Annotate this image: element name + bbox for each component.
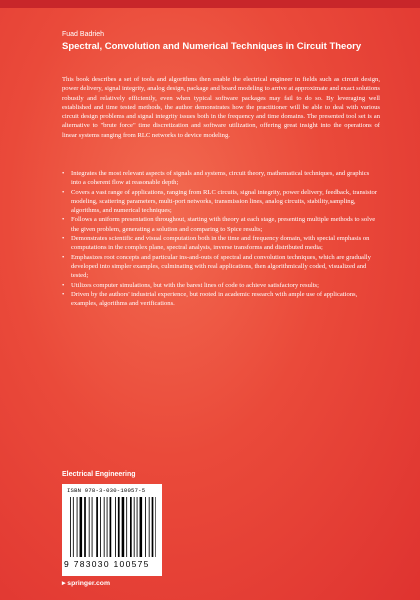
feature-text: Utilizes computer simulations, but with the barest lines of code to achieve satisfactory results; <box>71 281 319 289</box>
feature-text: Demonstrates scientific and visual computation both in the time and frequency domain, with special emphasis on computations in the complex plane, spectral analysis, inverse transforms and distributed media; <box>71 235 370 252</box>
bullet-icon: • <box>62 188 65 196</box>
bullet-icon: • <box>62 281 65 289</box>
feature-item <box>62 215 380 234</box>
bullet-icon: • <box>62 170 65 177</box>
bullet-icon: • <box>62 216 65 224</box>
barcode-stripe <box>70 497 71 557</box>
barcode-stripe <box>137 497 138 557</box>
subject-category: Electrical Engineering <box>62 471 136 478</box>
barcode-stripe <box>118 497 120 557</box>
barcode-stripe <box>89 497 90 557</box>
barcode-stripe <box>80 497 83 557</box>
feature-item <box>62 169 380 188</box>
barcode-stripe <box>115 497 116 557</box>
isbn-label: ISBN 978-3-030-10057-5 <box>67 487 146 494</box>
barcode-stripe <box>92 497 93 557</box>
book-title: Spectral, Convolution and Numerical Techniques in Circuit Theory <box>62 41 362 52</box>
barcode-stripe <box>73 497 74 557</box>
barcode-stripe <box>84 497 86 557</box>
feature-list <box>62 169 380 308</box>
top-color-band <box>0 0 420 8</box>
feature-text: Follows a uniform presentation throughout, starting with theory at each stage, presenting multiple methods to solve the given problem, generating a solution and comparing to Spice results; <box>71 216 376 233</box>
barcode-stripe <box>96 497 98 557</box>
isbn-barcode-box <box>62 484 162 576</box>
barcode-stripe <box>130 497 132 557</box>
barcode-stripe <box>126 497 127 557</box>
feature-text: Driven by the authors' industrial experience, but rooted in academic research with ample use of applications, examples, algorithms and verifications. <box>71 290 358 308</box>
barcode-stripe <box>152 497 154 557</box>
feature-text: Covers a vast range of applications, ranging from RLC circuits, signal integrity, power delivery, feedback, transistor modeling, scattering parameters, multi-port networks, transmission lines, analog circuits, stability,sampling, algorithms, and numerical techniques; <box>71 188 378 215</box>
barcode-stripe <box>140 497 143 557</box>
feature-item <box>62 234 380 253</box>
barcode-stripe <box>145 497 146 557</box>
bullet-icon: • <box>62 290 65 298</box>
feature-item <box>62 188 380 216</box>
barcode-stripe <box>122 497 125 557</box>
bullet-icon: • <box>62 235 65 243</box>
feature-item <box>62 253 380 281</box>
barcode-stripe <box>104 497 105 557</box>
barcode-stripe <box>110 497 112 557</box>
bullet-icon: • <box>62 253 65 261</box>
barcode-icon <box>70 497 156 557</box>
barcode-stripe <box>107 497 108 557</box>
barcode-stripe <box>155 497 156 557</box>
author-name: Fuad Badrieh <box>62 31 105 38</box>
feature-item <box>62 290 380 309</box>
barcode-stripe <box>77 497 78 557</box>
barcode-stripe <box>134 497 135 557</box>
book-description: This book describes a set of tools and algorithms then enable the electrical engineer in fields such as circuit design, power delivery, signal integrity, analog design, package and board modeling to arrive at approximate and exact solutions robustly and relatively efficiently, even when typical software packages may fail to do so. By leveraging well established and time tested methods, the author demonstrates how the practitioner will be able to deal with various circuit design problems and signal integrity issues both in the frequency and time domains. The presented tool set is an alternative to "brute force" time discretization and software utilization, offering great insight into the operations of linear systems ranging from RLC networks to device modeling. <box>62 76 380 139</box>
feature-item <box>62 281 380 290</box>
feature-text: Integrates the most relevant aspects of signals and systems, circuit theory, mathematical techniques, and graphics into a coherent flow at reasonable depth; <box>71 170 370 187</box>
barcode-stripe <box>149 497 150 557</box>
publisher-link[interactable]: ▸ springer.com <box>62 580 110 587</box>
feature-text: Emphasizes root concepts and particular ins-and-outs of spectral and convolution techniques, which are gradually developed into simpler examples, culminating with real applications, then algorithmically coded, visualized and tested; <box>71 253 371 280</box>
barcode-stripe <box>100 497 101 557</box>
barcode-digits: 9 783030 100575 <box>64 559 150 569</box>
